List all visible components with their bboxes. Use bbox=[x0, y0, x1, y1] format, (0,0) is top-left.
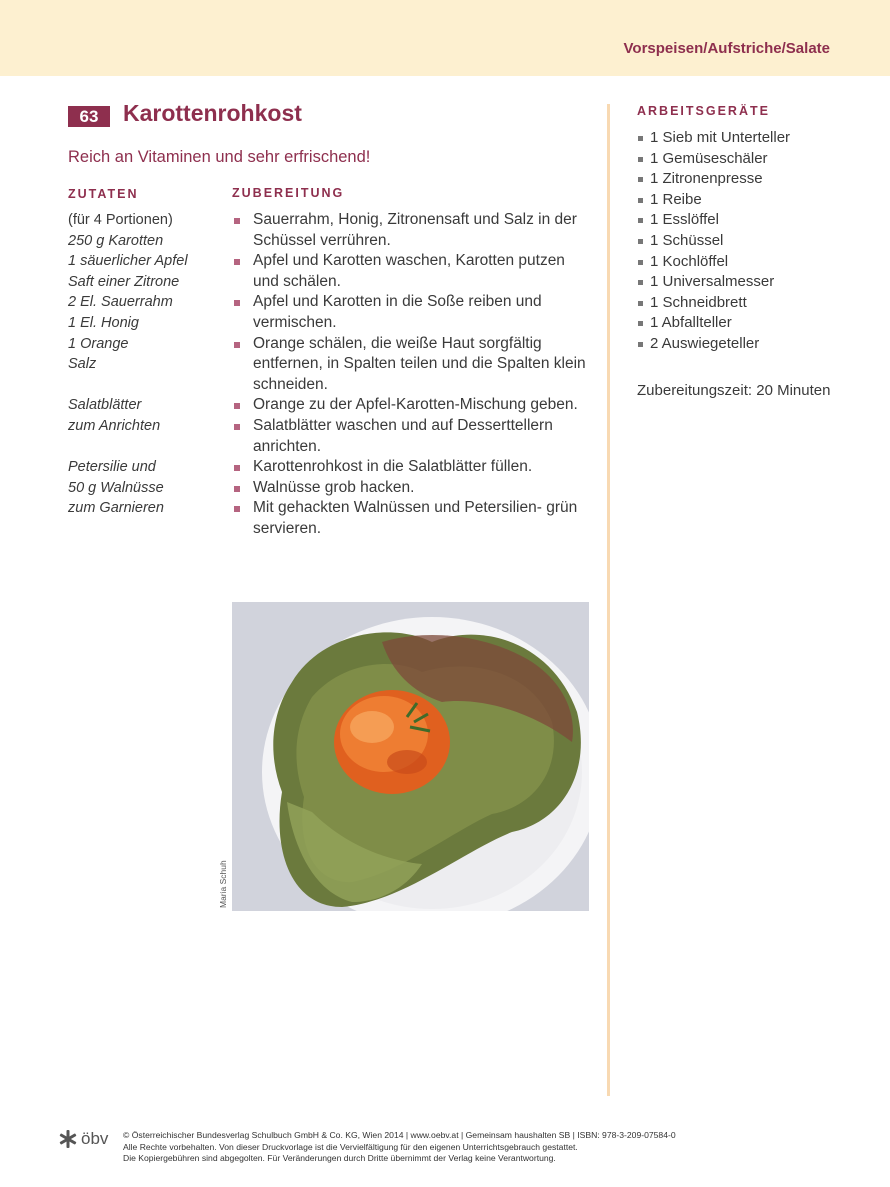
tool-text: 1 Esslöffel bbox=[650, 211, 719, 229]
bullet-icon bbox=[234, 259, 240, 265]
ingredient-line: Salz bbox=[68, 356, 97, 373]
bullet-icon bbox=[234, 424, 240, 430]
step-text: Karottenrohkost in die Salatblätter füllen. bbox=[253, 458, 533, 476]
tool-text: 1 Gemüseschäler bbox=[650, 149, 768, 167]
tool-text: 2 Auswiegeteller bbox=[650, 334, 760, 352]
tool-text: 1 Schneidbrett bbox=[650, 293, 747, 311]
step-text: Orange schälen, die weiße Haut sorgfältig entfernen, in Spalten teilen und die Spalten klein schneiden. bbox=[253, 334, 586, 393]
bullet-icon bbox=[638, 260, 643, 265]
recipe-title: Karottenrohkost bbox=[123, 100, 302, 126]
bullet-icon bbox=[638, 280, 643, 285]
bullet-icon bbox=[234, 486, 240, 492]
recipe-subtitle: Reich an Vitaminen und sehr erfrischend! bbox=[68, 148, 371, 166]
footer-legal bbox=[123, 1130, 676, 1165]
tool-item bbox=[637, 272, 790, 293]
tool-item bbox=[637, 293, 790, 314]
bullet-icon bbox=[638, 342, 643, 347]
tool-item bbox=[637, 313, 790, 334]
preparation-step bbox=[232, 210, 592, 251]
preparation-step bbox=[232, 292, 592, 333]
preparation-heading: ZUBEREITUNG bbox=[232, 186, 345, 200]
bullet-icon bbox=[638, 157, 643, 162]
ingredient-line: 50 g Walnüsse bbox=[68, 479, 164, 496]
prep-time: Zubereitungszeit: 20 Minuten bbox=[637, 382, 831, 399]
ingredient-line: zum Anrichten bbox=[68, 417, 161, 434]
preparation-step bbox=[232, 395, 592, 416]
bullet-icon bbox=[234, 218, 240, 224]
ingredient-line: 1 Orange bbox=[68, 335, 129, 352]
ingredient-line: (für 4 Portionen) bbox=[68, 212, 173, 228]
tool-item bbox=[637, 210, 790, 231]
preparation-step bbox=[232, 416, 592, 457]
header-band bbox=[0, 0, 890, 76]
tools-list bbox=[637, 128, 790, 355]
tool-text: 1 Sieb mit Unterteller bbox=[650, 129, 791, 146]
tool-text: 1 Schüssel bbox=[650, 231, 724, 249]
preparation-step bbox=[232, 251, 592, 292]
footer-line: © Österreichischer Bundesverlag Schulbuch GmbH & Co. KG, Wien 2014 | www.oebv.at | Gemeinsam haushalten SB | ISBN: 978-3-209-07584-0 bbox=[123, 1130, 676, 1140]
step-text: Salatblätter waschen und auf Desserttellern anrichten. bbox=[253, 416, 553, 455]
preparation-step bbox=[232, 478, 592, 499]
ingredient-line bbox=[68, 375, 228, 396]
logo-text: öbv bbox=[81, 1129, 109, 1148]
ingredients-list bbox=[68, 210, 228, 519]
ingredient-line: 1 säuerlicher Apfel bbox=[68, 253, 188, 270]
tool-text: 1 Zitronenpresse bbox=[650, 170, 763, 188]
tool-item bbox=[637, 190, 790, 211]
step-text: Apfel und Karotten in die Soße reiben und vermischen. bbox=[253, 293, 542, 331]
step-text: Walnüsse grob hacken. bbox=[253, 478, 415, 496]
preparation-step bbox=[232, 457, 592, 478]
publisher-logo bbox=[58, 1129, 108, 1149]
recipe-number-badge: 63 bbox=[68, 106, 110, 127]
preparation-step bbox=[232, 334, 592, 396]
tool-item bbox=[637, 128, 790, 149]
preparation-step bbox=[232, 498, 592, 539]
star-icon bbox=[58, 1129, 78, 1149]
step-text: Sauerrahm, Honig, Zitronensaft und Salz in der Schüssel verrühren. bbox=[253, 211, 577, 249]
bullet-icon bbox=[638, 218, 643, 223]
tool-text: 1 Abfallteller bbox=[650, 314, 732, 332]
ingredient-line bbox=[68, 437, 228, 458]
column-divider bbox=[607, 104, 610, 1096]
tool-item bbox=[637, 334, 790, 355]
tool-item bbox=[637, 231, 790, 252]
tool-text: 1 Kochlöffel bbox=[650, 252, 729, 270]
bullet-icon bbox=[638, 198, 643, 203]
ingredient-line: 1 El. Honig bbox=[68, 314, 139, 331]
bullet-icon bbox=[234, 403, 240, 409]
bullet-icon bbox=[234, 300, 240, 306]
preparation-steps bbox=[232, 210, 592, 540]
tool-item bbox=[637, 169, 790, 190]
section-title: Vorspeisen/Aufstriche/Salate bbox=[623, 40, 830, 57]
tool-item bbox=[637, 149, 790, 170]
tool-item bbox=[637, 252, 790, 273]
ingredient-line: 250 g Karotten bbox=[68, 232, 164, 249]
ingredient-line: 2 El. Sauerrahm bbox=[68, 294, 173, 311]
ingredient-line: Salatblätter bbox=[68, 397, 142, 414]
bullet-icon bbox=[638, 239, 643, 244]
recipe-photo bbox=[232, 602, 589, 911]
tool-text: 1 Universalmesser bbox=[650, 273, 775, 291]
step-text: Orange zu der Apfel-Karotten-Mischung geben. bbox=[253, 396, 578, 414]
bullet-icon bbox=[638, 136, 643, 141]
footer-line: Alle Rechte vorbehalten. Von dieser Druckvorlage ist die Vervielfältigung für den eigenen Unterrichtsgebrauch gestattet. bbox=[123, 1141, 578, 1152]
ingredient-line: zum Garnieren bbox=[68, 500, 164, 517]
footer-line: Die Kopiergebühren sind abgegolten. Für Veränderungen durch Dritte übernimmt der Verlag keine Verantwortung. bbox=[123, 1153, 556, 1163]
step-text: Mit gehackten Walnüssen und Petersilien- grün servieren. bbox=[253, 499, 578, 537]
step-text: Apfel und Karotten waschen, Karotten putzen und schälen. bbox=[253, 252, 565, 290]
ingredient-line: Petersilie und bbox=[68, 459, 156, 476]
tools-heading: ARBEITSGERÄTE bbox=[637, 104, 770, 118]
ingredients-heading: ZUTATEN bbox=[68, 187, 139, 201]
bullet-icon bbox=[638, 177, 643, 182]
bullet-icon bbox=[234, 465, 240, 471]
tool-text: 1 Reibe bbox=[650, 190, 702, 208]
ingredient-line: Saft einer Zitrone bbox=[68, 273, 180, 290]
bullet-icon bbox=[234, 342, 240, 348]
bullet-icon bbox=[638, 301, 643, 306]
photo-credit: Maria Schuh bbox=[218, 860, 228, 908]
bullet-icon bbox=[638, 321, 643, 326]
bullet-icon bbox=[234, 506, 240, 512]
